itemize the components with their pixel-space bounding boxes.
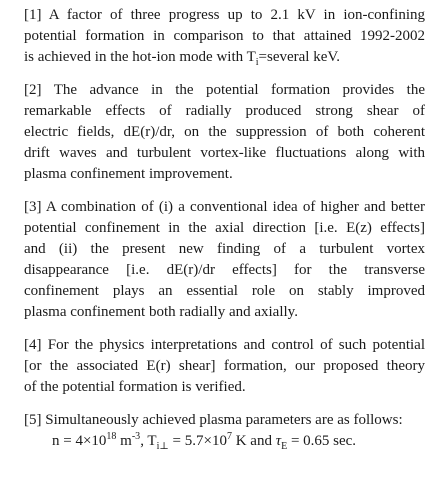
item-5-number: [5]	[24, 412, 42, 428]
item-4-line-2: [or the associated E(r) shear] formation, our proposed theory	[24, 358, 425, 374]
item-2-line-4: drift waves and turbulent vortex-like fluctuations along with	[24, 145, 425, 161]
item-4-line-3: of the potential formation is verified.	[24, 379, 246, 395]
item-3-line-2: potential confinement in the axial direction [i.e. E(z) effects]	[24, 220, 425, 236]
list-item-5	[10, 410, 425, 452]
item-3-line-1: [3] A combination of (i) a conventional idea of higher and better	[24, 199, 425, 215]
list-item-4	[10, 335, 425, 398]
item-4-number: [4]	[24, 337, 42, 353]
list-item-1	[10, 5, 425, 68]
item-2-line-5: plasma confinement improvement.	[24, 166, 233, 182]
item-4-line-1: [4] For the physics interpretations and control of such potential	[24, 337, 426, 353]
item-3-line-4: disappearance [i.e. dE(r)/dr effects] for the transverse	[24, 262, 425, 278]
item-1-line-3: is achieved in the hot-ion mode with $T_i=several$ keV.	[24, 49, 341, 68]
list-item-2	[10, 80, 425, 185]
item-3-line-3: and (ii) the present new finding of a turbulent vortex	[24, 241, 425, 257]
list-item-3	[10, 197, 425, 323]
item-2-line-3: electric fields, dE(r)/dr, on the suppression of both coherent	[24, 124, 425, 140]
item-1-number: [1]	[24, 7, 42, 23]
item-1-line-1: [1] A factor of three progress up to 2.1 kV in ion-confining	[24, 7, 425, 23]
item-3-line-6: plasma confinement both radially and axially.	[24, 304, 298, 320]
item-2-line-1: [2] The advance in the potential formation provides the	[24, 82, 426, 98]
item-2-line-2: remarkable effects of radially produced strong shear of	[24, 103, 425, 119]
item-3-number: [3]	[24, 199, 42, 215]
item-2-number: [2]	[24, 82, 42, 98]
item-1-line-2: potential formation in comparison to that attained 1992-2002	[24, 28, 425, 44]
item-3-line-5: confinement plays an essential role on stably improved	[24, 283, 425, 299]
item-5-line-1: [5] Simultaneously achieved plasma parameters are as follows:	[24, 412, 403, 428]
plasma-parameters-formula: $n = 4\times 10^{18}$ $m^{-3}$, $T_{i\perp} = 5.7\times 10^7$ K and $\tau_E = 0.65$ sec.	[52, 431, 357, 452]
